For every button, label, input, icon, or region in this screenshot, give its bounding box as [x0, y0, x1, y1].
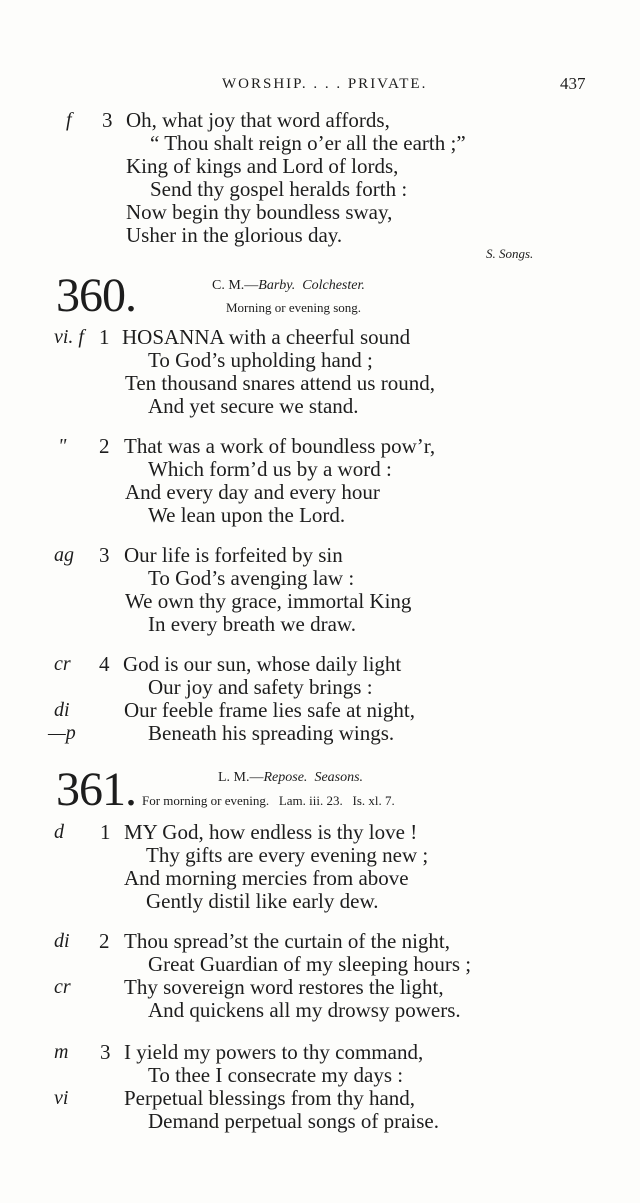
meter: C. M.— [212, 278, 259, 293]
page-number: 437 [560, 74, 586, 93]
verse-line: Thy gifts are every evening new ; [146, 843, 429, 867]
verse-line: I yield my powers to thy command, [124, 1040, 424, 1064]
tune-name: Repose. [263, 770, 308, 785]
tune-name: Seasons. [314, 770, 364, 785]
scripture-ref: Lam. iii. 23. [278, 793, 343, 808]
dynamic-mark: cr [54, 976, 71, 998]
verse-line: Oh, what joy that word affords, [126, 108, 390, 132]
verse-line: Great Guardian of my sleeping hours ; [148, 952, 472, 976]
verse-line: To God’s avenging law : [148, 566, 355, 590]
dynamic-mark: cr [54, 653, 71, 675]
verse-number: 3 [100, 1040, 111, 1064]
ditto-mark: " [58, 435, 67, 457]
verse-line: Gently distil like early dew. [146, 889, 379, 913]
verse-line: Usher in the glorious day. [126, 223, 343, 247]
tune-name: Colchester. [302, 278, 365, 293]
verse-number: 3 [102, 108, 113, 132]
verse-line: God is our sun, whose daily light [123, 652, 402, 676]
dynamic-mark: m [54, 1041, 69, 1063]
verse-line: Send thy gospel heralds forth : [150, 177, 408, 201]
dynamic-mark: d [54, 821, 64, 843]
dynamic-mark: vi [54, 1087, 69, 1109]
hymn-occasion: Morning or evening song. [226, 300, 362, 315]
verse-line: Our feeble frame lies safe at night, [124, 698, 415, 722]
verse-line: We own thy grace, immortal King [125, 589, 412, 613]
hymn-number: 360. [56, 269, 136, 322]
attribution: S. Songs. [486, 246, 534, 261]
verse-line: And yet secure we stand. [148, 394, 359, 418]
dynamic-mark: —p [48, 722, 76, 744]
hymn-meter-tunes [218, 770, 363, 786]
scripture-ref: Is. xl. 7. [352, 793, 395, 808]
dynamic-mark: di [54, 930, 70, 952]
verse-line: And quickens all my drowsy powers. [148, 998, 461, 1022]
verse-line: Beneath his spreading wings. [148, 721, 395, 745]
verse-line: “ Thou shalt reign o’er all the earth ;” [150, 131, 466, 155]
verse-number: 4 [99, 652, 110, 676]
verse-line: Ten thousand snares attend us round, [125, 371, 435, 395]
verse-line: MY God, how endless is thy love ! [124, 820, 418, 844]
dynamic-mark: f [66, 109, 72, 131]
dynamic-mark: vi. f [54, 326, 84, 348]
verse-line: We lean upon the Lord. [148, 503, 346, 527]
tune-name: Barby. [258, 278, 296, 293]
verse-line: Thou spread’st the curtain of the night, [124, 929, 451, 953]
verse-line: To God’s upholding hand ; [148, 348, 373, 372]
verse-line: HOSANNA with a cheerful sound [122, 325, 411, 349]
running-title: WORSHIP. . . . PRIVATE. [222, 76, 428, 92]
verse-line: And every day and every hour [125, 480, 380, 504]
verse-line: Demand perpetual songs of praise. [148, 1109, 439, 1133]
verse-number: 2 [99, 434, 110, 458]
dynamic-mark: di [54, 699, 70, 721]
verse-line: In every breath we draw. [148, 612, 356, 636]
verse-line: Our joy and safety brings : [148, 675, 373, 699]
dynamic-mark: ag [54, 544, 74, 566]
hymn-occasion: For morning or evening. [142, 793, 270, 808]
verse-line: Our life is forfeited by sin [124, 543, 343, 567]
verse-line: Now begin thy boundless sway, [126, 200, 393, 224]
verse-number: 1 [99, 325, 110, 349]
hymn-number: 361. [56, 763, 136, 816]
verse-line: Perpetual blessings from thy hand, [124, 1086, 416, 1110]
verse-line: And morning mercies from above [124, 866, 409, 890]
hymn-occasion-refs [142, 793, 395, 809]
verse-line: To thee I consecrate my days : [148, 1063, 404, 1087]
hymn-meter-tunes [212, 278, 365, 294]
verse-line: King of kings and Lord of lords, [126, 154, 399, 178]
verse-number: 2 [99, 929, 110, 953]
verse-line: Thy sovereign word restores the light, [124, 975, 444, 999]
verse-number: 1 [100, 820, 111, 844]
verse-number: 3 [99, 543, 110, 567]
verse-line: Which form’d us by a word : [148, 457, 392, 481]
meter: L. M.— [218, 770, 264, 785]
verse-line: That was a work of boundless pow’r, [124, 434, 436, 458]
